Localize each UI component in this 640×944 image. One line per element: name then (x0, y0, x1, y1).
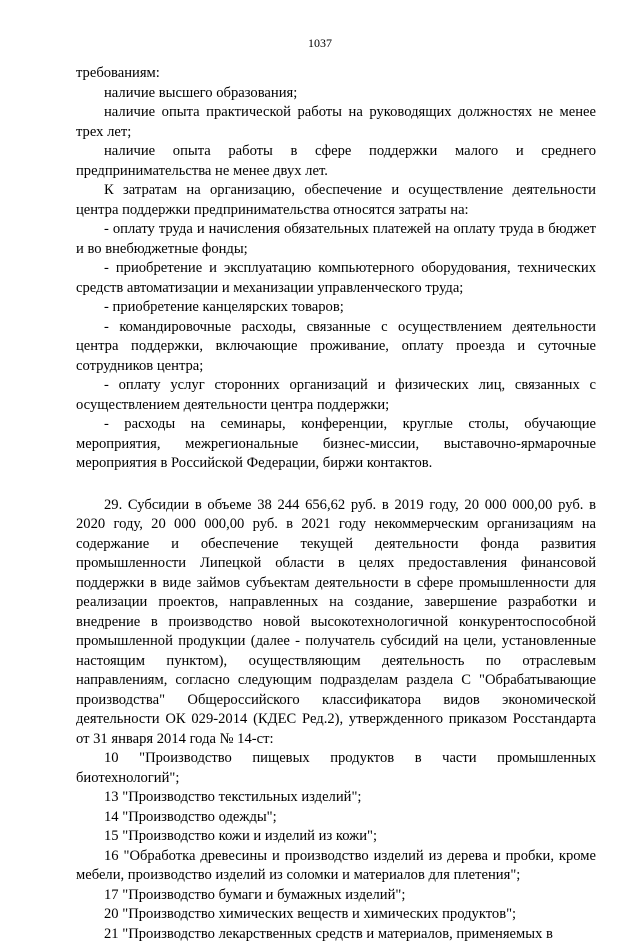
list-item-travel: - командировочные расходы, связанные с осуществлением деятельности центра поддержки, включающие проживание, оплату проезда и суточные сотрудников центра; (76, 318, 596, 377)
paragraph-costs-intro: К затратам на организацию, обеспечение и осуществление деятельности центра поддержки предпринимательства относятся затраты на: (76, 181, 596, 220)
list-item-21: 21 "Производство лекарственных средств и материалов, применяемых в (76, 925, 596, 944)
list-item-13: 13 "Производство текстильных изделий"; (76, 788, 596, 808)
paragraph-requirements-intro: требованиям: (76, 64, 596, 84)
page-number: 1037 (0, 36, 640, 51)
list-item-events: - расходы на семинары, конференции, круглые столы, обучающие мероприятия, межрегиональные бизнес-миссии, выставочно-ярмарочные мероприятия в Российской Федерации, биржи контактов. (76, 415, 596, 474)
paragraph-management-experience: наличие опыта практической работы на руководящих должностях не менее трех лет; (76, 103, 596, 142)
paragraph-gap (76, 474, 596, 496)
document-body (76, 64, 596, 944)
paragraph-sme-experience: наличие опыта работы в сфере поддержки малого и среднего предпринимательства не менее двух лет. (76, 142, 596, 181)
list-item-15: 15 "Производство кожи и изделий из кожи"; (76, 827, 596, 847)
list-item-stationery: - приобретение канцелярских товаров; (76, 298, 596, 318)
list-item-10: 10 "Производство пищевых продуктов в части промышленных биотехнологий"; (76, 749, 596, 788)
paragraph-item-29: 29. Субсидии в объеме 38 244 656,62 руб. в 2019 году, 20 000 000,00 руб. в 2020 году, 20 000 000,00 руб. в 2021 году некоммерческим организациям на содержание и обеспечение текущей деятельности фонда развития промышленности Липецкой области в целях предоставления финансовой поддержки в виде займов субъектам деятельности в сфере промышленности для реализации проектов, направленных на создание, завершение разработки и внедрение в производство новой высокотехнологичной конкурентоспособной промышленной продукции (далее - получатель субсидий на цели, установленные настоящим пунктом), осуществляющим деятельность по отраслевым направлениям, согласно следующим подразделам раздела С "Обрабатывающие производства" Общероссийского классификатора видов экономической деятельности ОК 029-2014 (КДЕС Ред.2), утвержденного приказом Росстандарта от 31 января 2014 года № 14-ст: (76, 496, 596, 750)
list-item-services: - оплату услуг сторонних организаций и физических лиц, связанных с осуществлением деятельности центра поддержки; (76, 376, 596, 415)
list-item-17: 17 "Производство бумаги и бумажных изделий"; (76, 886, 596, 906)
list-item-16: 16 "Обработка древесины и производство изделий из дерева и пробки, кроме мебели, производство изделий из соломки и материалов для плетения"; (76, 847, 596, 886)
list-item-14: 14 "Производство одежды"; (76, 808, 596, 828)
list-item-payroll: - оплату труда и начисления обязательных платежей на оплату труда в бюджет и во внебюджетные фонды; (76, 220, 596, 259)
paragraph-higher-education: наличие высшего образования; (76, 84, 596, 104)
list-item-equipment: - приобретение и эксплуатацию компьютерного оборудования, технических средств автоматизации и механизации управленческого труда; (76, 259, 596, 298)
list-item-20: 20 "Производство химических веществ и химических продуктов"; (76, 905, 596, 925)
